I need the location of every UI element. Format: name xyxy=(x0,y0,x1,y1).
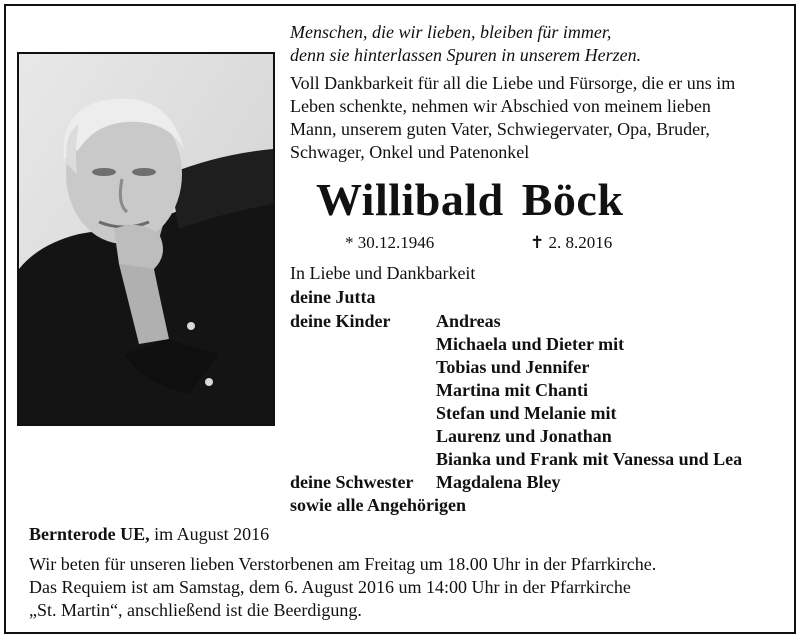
sister-name: Magdalena Bley xyxy=(436,472,561,492)
child-line: Tobias und Jennifer xyxy=(436,357,590,377)
deceased-name xyxy=(316,172,623,228)
service-line-3: „St. Martin“, anschließend ist die Beerdigung. xyxy=(29,600,362,620)
child-line: Bianka und Frank mit Vanessa und Lea xyxy=(436,449,743,469)
place-date-line xyxy=(29,523,269,546)
child-line: Michaela und Dieter mit xyxy=(436,334,625,354)
deceased-last-name: Böck xyxy=(521,174,624,225)
intro-line-4: Schwager, Onkel und Patenonkel xyxy=(290,142,530,162)
motto-line-1: Menschen, die wir lieben, bleiben für immer, xyxy=(290,22,612,42)
intro-line-2: Leben schenkte, nehmen wir Abschied von meinem lieben xyxy=(290,96,711,116)
deceased-first-name: Willibald xyxy=(316,174,504,225)
portrait-photo xyxy=(17,52,275,426)
intro-line-1: Voll Dankbarkeit für all die Liebe und Fürsorge, die er uns im xyxy=(290,73,736,93)
death-date: ✝ 2. 8.2016 xyxy=(530,233,613,252)
place-date: im August 2016 xyxy=(154,524,270,544)
place-town: Bernterode UE, xyxy=(29,524,150,544)
service-line-2: Das Requiem ist am Samstag, dem 6. August 2016 um 14:00 Uhr in der Pfarrkirche xyxy=(29,577,631,597)
relatives-line: sowie alle Angehörigen xyxy=(290,495,466,515)
child-line: Andreas xyxy=(436,311,501,331)
children-label: deine Kinder xyxy=(290,311,391,331)
service-line-1: Wir beten für unseren lieben Verstorbenen am Freitag um 18.00 Uhr in der Pfarrkirche. xyxy=(29,554,657,574)
child-line: Stefan und Melanie mit xyxy=(436,403,617,423)
child-line: Martina mit Chanti xyxy=(436,380,588,400)
mourners-intro: In Liebe und Dankbarkeit xyxy=(290,263,476,283)
birth-date: * 30.12.1946 xyxy=(345,233,435,252)
intro-line-3: Mann, unserem guten Vater, Schwiegervater, Opa, Bruder, xyxy=(290,119,710,139)
portrait-illustration xyxy=(19,54,273,424)
mourner-wife: deine Jutta xyxy=(290,287,376,307)
child-line: Laurenz und Jonathan xyxy=(436,426,612,446)
motto-line-2: denn sie hinterlassen Spuren in unserem Herzen. xyxy=(290,45,642,65)
sister-label: deine Schwester xyxy=(290,472,414,492)
